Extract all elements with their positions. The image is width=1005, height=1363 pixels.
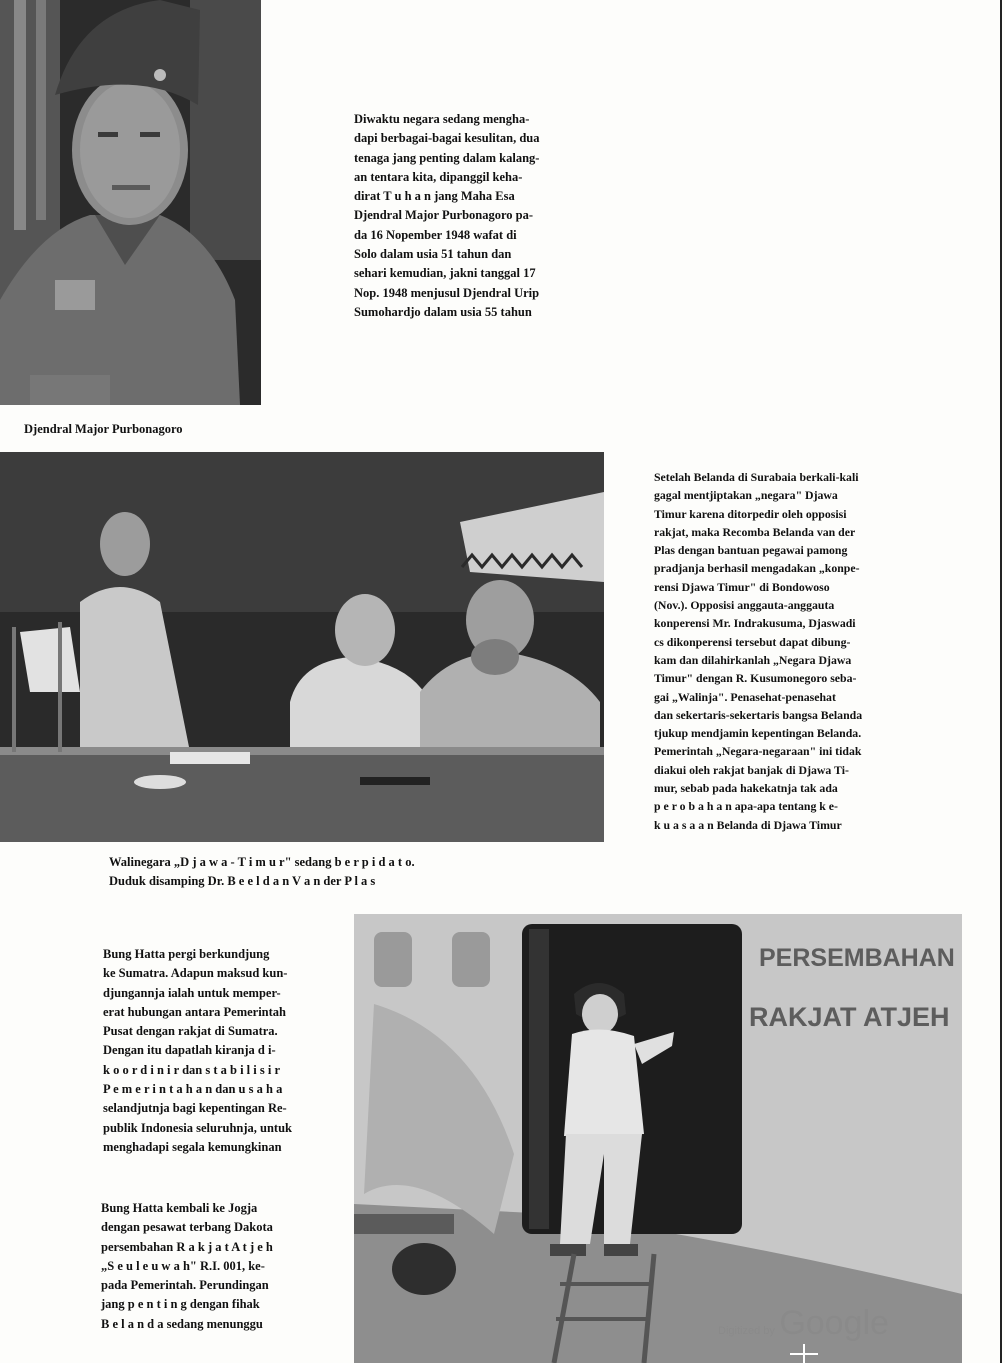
plane-text-line2: RAKJAT ATJEH [749, 1002, 950, 1032]
google-watermark [718, 1304, 889, 1343]
speech-photo [0, 452, 604, 842]
plane-text-line1: PERSEMBAHAN [759, 944, 955, 972]
hatta-sumatra-text: Bung Hatta pergi berkundjung ke Sumatra. Adapun maksud kun- djungannja ialah untuk memper- erat hubungan antara Pemerintah Pusat dengan rakjat di Sumatra. Dengan itu dapatlah kiranja d i- k o o r d i n i r dan s t a b i l i s i r P e m e r i n t a h a n dan u s a h a selandjutnja bagi kepentingan Re- publik Indonesia seluruhnja, untuk menghadapi segala kemungkinan [103, 947, 292, 1154]
portrait-photo [0, 0, 261, 405]
djawa-timur-text: Setelah Belanda di Surabaia berkali-kali gagal mentjiptakan „negara" Djawa Timur karena ditorpedir oleh opposisi rakjat, maka Recomba Belanda van der Plas dengan bantuan pegawai pamong pradjanja berhasil mengadakan „konpe- rensi Djawa Timur" di Bondowoso (Nov.). Opposisi anggauta-anggauta konperensi Mr. Indrakusuma, Djaswadi cs dikonperensi tersebut dapat dibung- kam dan dilahirkanlah „Negara Djawa Timur" dengan R. Kusumonegoro seba- gai „Walinja". Penasehat-penasehat dan sekertaris-sekertaris bangsa Belanda tjukup mendjamin kepentingan Belanda. Pemerintah „Negara-negaraan" ini tidak diakui oleh rakjat banjak di Djawa Ti- mur, sebab pada hakekatnja tak ada p e r o b a h a n apa-apa tentang k e- k u a s a a n Belanda di Djawa Timur [654, 470, 863, 832]
speech-caption: Walinegara „D j a w a - T i m u r" sedang b e r p i d a t o. Duduk disamping Dr. B e e l d a n V a n der P l a s [109, 855, 415, 888]
portrait-caption: Djendral Major Purbonagoro [24, 422, 183, 436]
crop-mark-icon [790, 1344, 818, 1363]
plane-photo [354, 914, 962, 1363]
watermark-prefix: Digitized by [718, 1325, 775, 1337]
hatta-jogja-text: Bung Hatta kembali ke Jogja dengan pesawat terbang Dakota persembahan R a k j a t A t j e h „S e u l e u w a h" R.I. 001, ke- pada Pemerintah. Perundingan jang p e n t i n g dengan fihak B e l a n d a sedang menunggu [101, 1201, 273, 1331]
page-edge [1000, 0, 1002, 1363]
intro-text: Diwaktu negara sedang mengha- dapi berbagai-bagai kesulitan, dua tenaga jang penting dalam kalang- an tentara kita, dipanggil keha- dirat T u h a n jang Maha Esa Djendral Major Purbonagoro pa- da 16 Nopember 1948 wafat di Solo dalam usia 51 tahun dan sehari kemudian, jakni tanggal 17 Nop. 1948 menjusul Djendral Urip Sumohardjo dalam usia 55 tahun [354, 112, 540, 319]
watermark-brand: Google [779, 1304, 889, 1342]
